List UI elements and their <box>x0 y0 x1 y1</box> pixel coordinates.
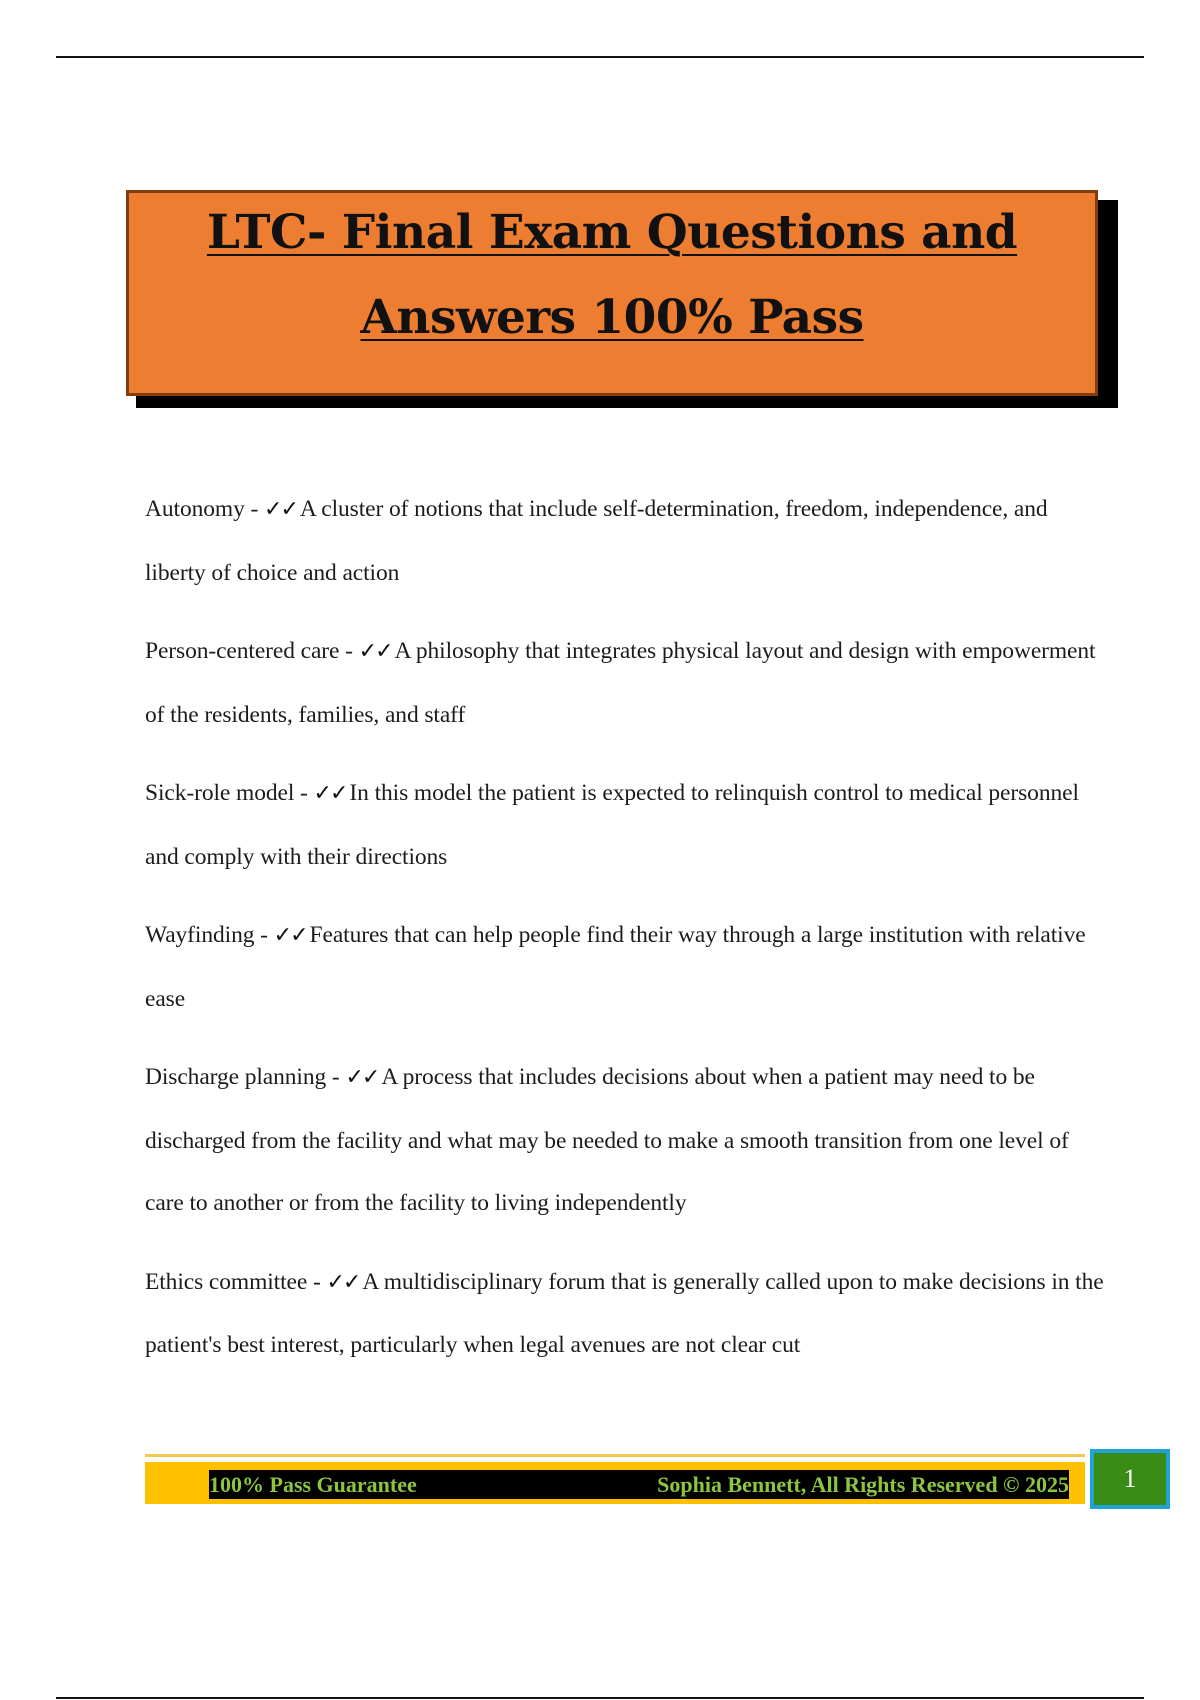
qa-term: Ethics committee <box>145 1268 308 1295</box>
qa-item: Person-centered care - ✓✓ A philosophy that integrates physical layout and design with empowerment of the residents, families, and staff <box>145 638 1096 728</box>
footer-guarantee-text: 100% Pass Guarantee <box>209 1472 417 1497</box>
qa-definition: A philosophy that integrates physical layout and design with empowerment of the residents, families, and staff <box>145 638 1096 728</box>
qa-definition: In this model the patient is expected to relinquish control to medical personnel and comply with their directions <box>145 780 1079 870</box>
qa-item: Sick-role model - ✓✓ In this model the patient is expected to relinquish control to medical personnel and comply with their directions <box>145 780 1079 870</box>
qa-definition: Features that can help people find their way through a large institution with relative ease <box>145 922 1086 1012</box>
qa-definition: A process that includes decisions about when a patient may need to be discharged from the facility and what may be needed to make a smooth transition from one level of care to another or from the facility to living independently <box>145 1064 1069 1216</box>
footer-bar <box>145 1462 1085 1504</box>
qa-term: Discharge planning <box>145 1064 327 1090</box>
qa-item: Ethics committee - ✓✓ A multidisciplinary forum that is generally called upon to make decisions in the patient's best interest, particularly when legal avenues are not clear cut <box>145 1268 1104 1358</box>
title-banner <box>126 190 1098 396</box>
document-title-line-1: LTC- Final Exam Questions and <box>206 205 1018 260</box>
document-title-line-2: Answers 100% Pass <box>360 290 864 345</box>
check-icon: ✓✓ <box>273 923 307 948</box>
check-icon: ✓✓ <box>326 1269 360 1295</box>
qa-definition: A cluster of notions that include self-determination, freedom, independence, and liberty of choice and action <box>145 496 1048 586</box>
qa-definition: A multidisciplinary forum that is generally called upon to make decisions in the patient's best interest, particularly when legal avenues are not clear cut <box>145 1268 1104 1358</box>
top-rule <box>56 56 1144 58</box>
qa-item: Wayfinding - ✓✓ Features that can help people find their way through a large institution with relative ease <box>145 922 1086 1012</box>
qa-item: Discharge planning - ✓✓ A process that includes decisions about when a patient may need to be discharged from the facility and what may be needed to make a smooth transition from one level of care to another or from the facility to living independently <box>145 1064 1069 1216</box>
page-number-box <box>1090 1449 1170 1509</box>
qa-term: Autonomy <box>145 496 245 522</box>
check-icon: ✓✓ <box>313 781 347 806</box>
bottom-rule <box>56 1697 1144 1699</box>
footer-copyright-text: Sophia Bennett, All Rights Reserved © 2025 <box>657 1472 1069 1497</box>
page-number: 1 <box>1123 1464 1137 1493</box>
footer-top-line <box>145 1454 1085 1457</box>
qa-term: Person-centered care <box>145 638 340 664</box>
qa-list <box>145 478 1105 1393</box>
qa-item: Autonomy - ✓✓ A cluster of notions that include self-determination, freedom, independence, and liberty of choice and action <box>145 496 1048 586</box>
qa-term: Wayfinding <box>145 922 255 948</box>
check-icon: ✓✓ <box>358 639 392 664</box>
qa-term: Sick-role model <box>145 780 295 806</box>
footer-text-band <box>209 1470 1069 1499</box>
check-icon: ✓✓ <box>345 1065 379 1090</box>
check-icon: ✓✓ <box>264 497 297 522</box>
